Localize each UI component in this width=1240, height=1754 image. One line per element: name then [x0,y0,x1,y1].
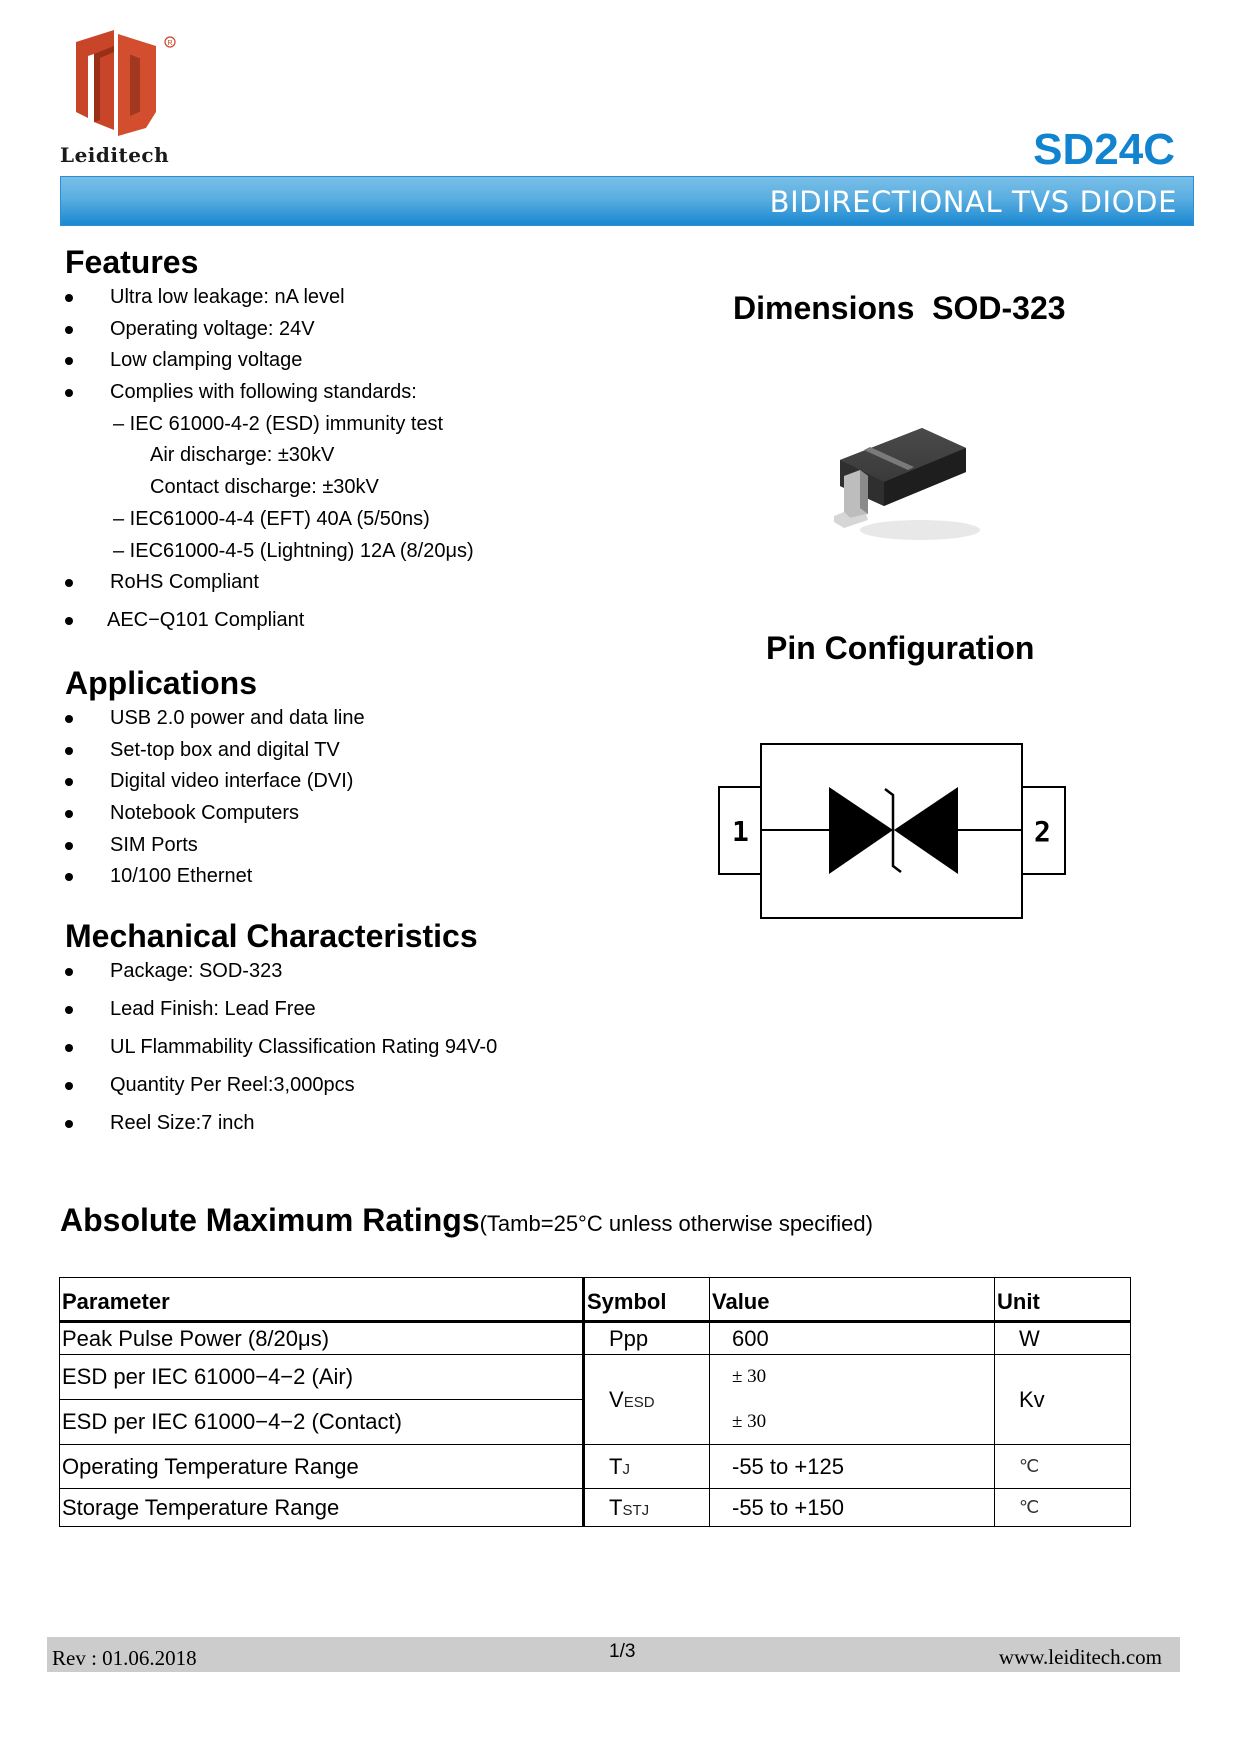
title-banner [60,176,1194,226]
cell-unit: Kv [995,1355,1131,1445]
cell-unit: ℃ [995,1445,1131,1489]
cell-parameter: Operating Temperature Range [60,1445,584,1489]
website-link[interactable]: www.leiditech.com [998,1645,1162,1669]
bullet-icon [65,810,73,818]
bullet-icon [65,357,73,365]
pin-2-label: 2 [1034,815,1051,848]
pin-1-label: 1 [732,815,749,848]
part-number: SD24C [1033,125,1175,174]
header-symbol: Symbol [584,1278,710,1322]
logo-text: Leiditech [60,143,170,167]
applications-heading: Applications [65,665,258,701]
cell-symbol: TSTJ [584,1489,710,1527]
ratings-heading: Absolute Maximum Ratings(Tamb=25°C unless otherwise specified) [60,1202,873,1238]
bullet-icon [65,747,73,755]
pin-configuration-diagram [718,740,1078,930]
dimensions-heading: Dimensions SOD-323 [733,290,1066,326]
header-parameter: Parameter [60,1278,584,1322]
cell-parameter: Peak Pulse Power (8/20μs) [60,1322,584,1355]
bullet-icon [65,1120,73,1128]
page-number: 1/3 [609,1641,636,1662]
cell-parameter: ESD per IEC 61000−4−2 (Contact) [60,1400,584,1445]
bullet-icon [65,1006,73,1014]
table-row [60,1489,1131,1527]
cell-symbol: TJ [584,1445,710,1489]
bullet-icon [65,326,73,334]
cell-symbol: VESD [584,1355,710,1445]
cell-value: 600 [710,1322,995,1355]
bullet-icon [65,294,73,302]
bullet-icon [65,389,73,397]
table-header-row [60,1278,1131,1322]
mechanical-heading: Mechanical Characteristics [65,918,478,954]
bullet-icon [65,1044,73,1052]
table-row [60,1445,1131,1489]
bullet-icon [65,579,73,587]
cell-parameter: Storage Temperature Range [60,1489,584,1527]
features-heading: Features [65,244,199,280]
cell-value: -55 to +150 [710,1489,995,1527]
bullet-icon [65,617,73,625]
bullet-icon [65,715,73,723]
cell-value: ± 30 [710,1400,995,1445]
bullet-icon [65,1082,73,1090]
cell-symbol: Ppp [584,1322,710,1355]
pin-configuration-heading: Pin Configuration [766,630,1035,666]
bullet-icon [65,842,73,850]
cell-unit: ℃ [995,1489,1131,1527]
cell-value: ± 30 [710,1355,995,1400]
sod323-package-icon [830,410,990,550]
header-value: Value [710,1278,995,1322]
bullet-icon [65,778,73,786]
cell-value: -55 to +125 [710,1445,995,1489]
page-footer [47,1637,1180,1672]
svg-text:R: R [167,40,173,47]
cell-parameter: ESD per IEC 61000−4−2 (Air) [60,1355,584,1400]
revision-text: Rev : 01.06.2018 [52,1646,197,1670]
ratings-table [59,1277,1131,1527]
header-unit: Unit [995,1278,1131,1322]
bullet-icon [65,873,73,881]
table-row [60,1322,1131,1355]
table-row [60,1355,1131,1400]
banner-title: BIDIRECTIONAL TVS DIODE [769,185,1177,219]
ratings-note: (Tamb=25°C unless otherwise specified) [479,1211,873,1236]
bullet-icon [65,968,73,976]
cell-unit: W [995,1322,1131,1355]
